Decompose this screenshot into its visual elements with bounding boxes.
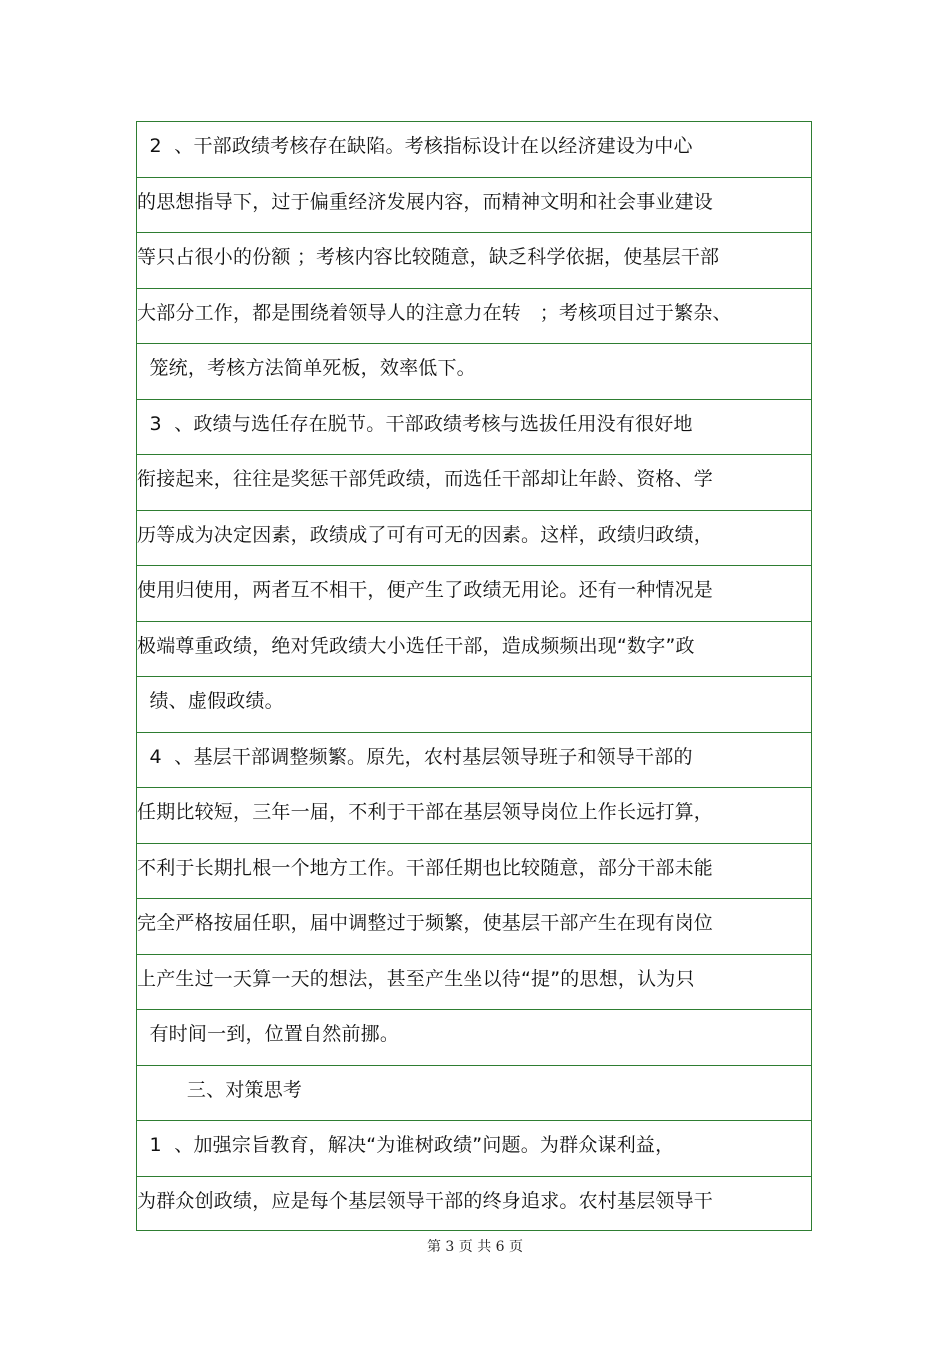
line-text: 不利于长期扎根一个地方工作。干部任期也比较随意，部分干部未能 bbox=[137, 856, 714, 879]
text-line bbox=[137, 677, 811, 733]
line-text: 历等成为决定因素，政绩成了可有可无的因素。这样，政绩归政绩， bbox=[137, 523, 714, 546]
text-line bbox=[137, 955, 811, 1011]
line-text: 的思想指导下，过于偏重经济发展内容，而精神文明和社会事业建设 bbox=[137, 190, 714, 213]
line-text: 等只占很小的份额 ；考核内容比较随意，缺乏科学依据，使基层干部 bbox=[137, 246, 720, 268]
text-line bbox=[137, 788, 811, 844]
text-line bbox=[137, 566, 811, 622]
line-text: 三、对策思考 bbox=[137, 1078, 303, 1101]
line-text: 完全严格按届任职，届中调整过于频繁，使基层干部产生在现有岗位 bbox=[137, 912, 714, 934]
text-line bbox=[137, 233, 811, 289]
text-line bbox=[137, 289, 811, 345]
line-text: 极端尊重政绩，绝对凭政绩大小选任干部，造成频频出现“数字”政 bbox=[137, 634, 695, 657]
text-line bbox=[137, 400, 811, 456]
line-text: 任期比较短，三年一届，不利于干部在基层领导岗位上作长远打算， bbox=[137, 801, 714, 823]
line-text: 2 、干部政绩考核存在缺陷。考核指标设计在以经济建设为中心 bbox=[137, 135, 693, 157]
line-text: 使用归使用，两者互不相干，便产生了政绩无用论。还有一种情况是 bbox=[137, 579, 714, 601]
line-text: 大部分工作，都是围绕着领导人的注意力在转 ；考核项目过于繁杂、 bbox=[137, 301, 732, 324]
line-text: 绩、虚假政绩。 bbox=[137, 690, 284, 712]
document-body bbox=[136, 121, 812, 1231]
text-line bbox=[137, 733, 811, 789]
text-line bbox=[137, 122, 811, 178]
text-line bbox=[137, 1066, 811, 1122]
text-line bbox=[137, 344, 811, 400]
text-line bbox=[137, 1177, 811, 1233]
text-line bbox=[137, 1121, 811, 1177]
text-line bbox=[137, 178, 811, 234]
text-line bbox=[137, 511, 811, 567]
line-text: 4 、基层干部调整频繁。原先，农村基层领导班子和领导干部的 bbox=[137, 745, 693, 768]
text-line bbox=[137, 844, 811, 900]
page-number-footer: 第 3 页 共 6 页 bbox=[426, 1239, 524, 1255]
text-line bbox=[137, 455, 811, 511]
text-line bbox=[137, 1010, 811, 1066]
line-text: 1 、加强宗旨教育，解决“为谁树政绩”问题。为群众谋利益， bbox=[137, 1134, 675, 1156]
line-text: 笼统，考核方法简单死板，效率低下。 bbox=[137, 357, 476, 379]
line-text: 3 、政绩与选任存在脱节。干部政绩考核与选拔任用没有很好地 bbox=[137, 412, 693, 435]
line-text: 衔接起来，往往是奖惩干部凭政绩，而选任干部却让年龄、资格、学 bbox=[137, 468, 714, 490]
line-text: 有时间一到，位置自然前挪。 bbox=[137, 1023, 400, 1045]
text-line bbox=[137, 899, 811, 955]
text-line bbox=[137, 622, 811, 678]
line-text: 为群众创政绩，应是每个基层领导干部的终身追求。农村基层领导干 bbox=[137, 1189, 714, 1212]
line-text: 上产生过一天算一天的想法，甚至产生坐以待“提”的思想，认为只 bbox=[137, 967, 695, 990]
